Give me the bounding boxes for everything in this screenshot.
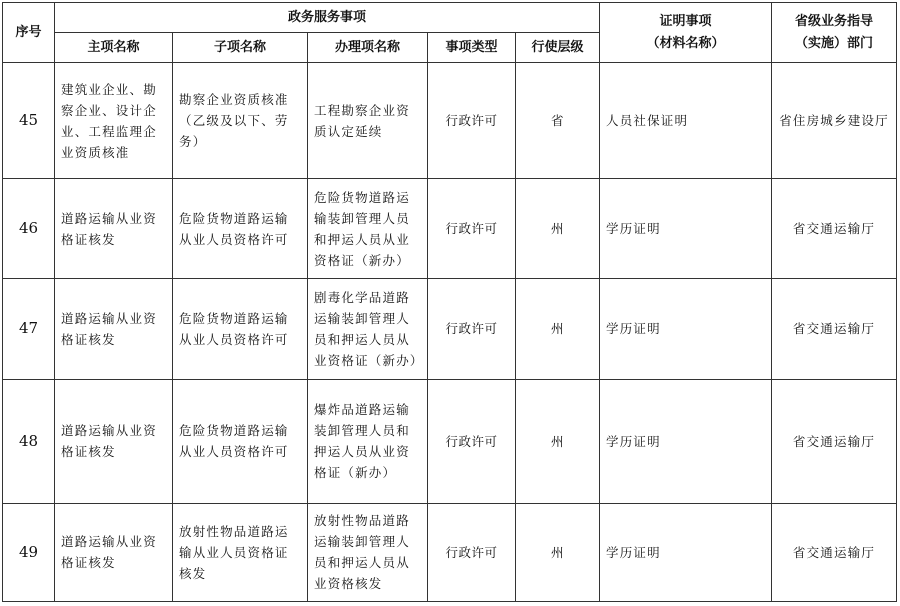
table-row — [3, 503, 897, 601]
header-seq: 序号 — [3, 3, 55, 63]
cell-dept: 省交通运输厅 — [772, 379, 897, 503]
cell-exercise-level: 省 — [516, 63, 600, 179]
header-exercise-level: 行使层级 — [516, 33, 600, 63]
header-sub-item: 子项名称 — [173, 33, 308, 63]
header-main-item: 主项名称 — [55, 33, 173, 63]
cell-main-item: 道路运输从业资格证核发 — [55, 179, 173, 279]
cell-sub-item: 危险货物道路运输从业人员资格许可 — [173, 179, 308, 279]
cell-exercise-level: 州 — [516, 503, 600, 601]
table-row — [3, 179, 897, 279]
cell-handling-item: 放射性物品道路运输装卸管理人员和押运人员从业资格核发 — [308, 503, 428, 601]
table-row — [3, 279, 897, 379]
cell-handling-item: 工程勘察企业资质认定延续 — [308, 63, 428, 179]
cell-exercise-level: 州 — [516, 379, 600, 503]
cell-proof: 学历证明 — [600, 279, 772, 379]
cell-exercise-level: 州 — [516, 279, 600, 379]
cell-item-type: 行政许可 — [428, 379, 516, 503]
cell-proof: 学历证明 — [600, 179, 772, 279]
cell-dept: 省住房城乡建设厅 — [772, 63, 897, 179]
cell-dept: 省交通运输厅 — [772, 279, 897, 379]
cell-seq: 45 — [3, 63, 55, 179]
cell-proof: 学历证明 — [600, 379, 772, 503]
cell-item-type: 行政许可 — [428, 503, 516, 601]
cell-sub-item: 危险货物道路运输从业人员资格许可 — [173, 379, 308, 503]
cell-sub-item: 危险货物道路运输从业人员资格许可 — [173, 279, 308, 379]
header-item-type: 事项类型 — [428, 33, 516, 63]
cell-proof: 人员社保证明 — [600, 63, 772, 179]
cell-handling-item: 爆炸品道路运输装卸管理人员和押运人员从业资格证（新办） — [308, 379, 428, 503]
table-row — [3, 379, 897, 503]
header-gov-service: 政务服务事项 — [55, 3, 600, 33]
cell-handling-item: 危险货物道路运输装卸管理人员和押运人员从业资格证（新办） — [308, 179, 428, 279]
cell-item-type: 行政许可 — [428, 279, 516, 379]
cell-seq: 46 — [3, 179, 55, 279]
header-row-top — [3, 3, 897, 33]
header-handling-item: 办理项名称 — [308, 33, 428, 63]
cell-main-item: 道路运输从业资格证核发 — [55, 503, 173, 601]
cell-dept: 省交通运输厅 — [772, 503, 897, 601]
cell-main-item: 道路运输从业资格证核发 — [55, 279, 173, 379]
cell-sub-item: 放射性物品道路运输从业人员资格证核发 — [173, 503, 308, 601]
cell-seq: 47 — [3, 279, 55, 379]
cell-main-item: 建筑业企业、勘察企业、设计企业、工程监理企业资质核准 — [55, 63, 173, 179]
cell-item-type: 行政许可 — [428, 179, 516, 279]
cell-exercise-level: 州 — [516, 179, 600, 279]
cell-proof: 学历证明 — [600, 503, 772, 601]
cell-item-type: 行政许可 — [428, 63, 516, 179]
header-proof-line1: 证明事项 — [659, 13, 712, 29]
cell-sub-item: 勘察企业资质核准（乙级及以下、劳务） — [173, 63, 308, 179]
table-row — [3, 63, 897, 179]
cell-seq: 49 — [3, 503, 55, 601]
cell-main-item: 道路运输从业资格证核发 — [55, 379, 173, 503]
header-guide-line2: （实施）部门 — [794, 35, 873, 51]
service-items-table — [2, 2, 897, 602]
header-proof-line2: （材料名称） — [646, 35, 725, 51]
header-guide-dept — [772, 3, 897, 63]
cell-handling-item: 剧毒化学品道路运输装卸管理人员和押运人员从业资格证（新办） — [308, 279, 428, 379]
header-guide-line1: 省级业务指导 — [794, 13, 873, 29]
header-proof — [600, 3, 772, 63]
cell-seq: 48 — [3, 379, 55, 503]
cell-dept: 省交通运输厅 — [772, 179, 897, 279]
